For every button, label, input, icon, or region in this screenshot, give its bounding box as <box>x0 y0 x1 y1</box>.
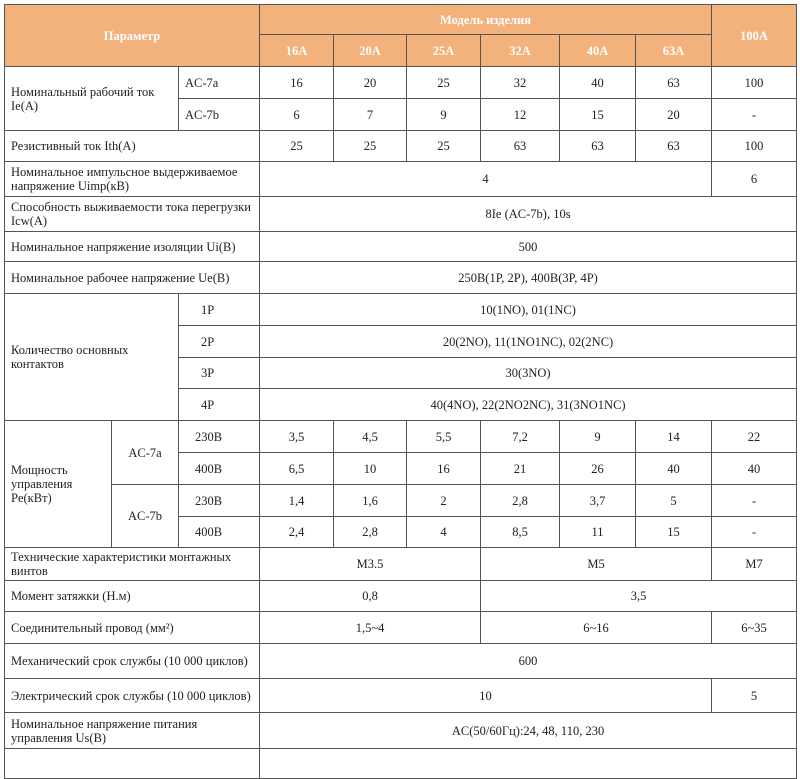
header-model-100a: 100A <box>712 5 797 67</box>
table-cell: 1,4 <box>260 485 334 517</box>
row-label-torque: Момент затяжки (Н.м) <box>5 581 260 612</box>
table-cell: 6~35 <box>712 612 797 644</box>
pole-label: 3P <box>179 358 260 389</box>
table-cell: AC(50/60Гц):24, 48, 110, 230 <box>260 713 797 749</box>
table-cell: - <box>712 485 797 517</box>
table-cell: 2,4 <box>260 517 334 548</box>
table-cell: 2,8 <box>481 485 560 517</box>
table-cell: 22 <box>712 421 797 453</box>
table-cell: 11 <box>560 517 636 548</box>
clipped-row <box>5 749 260 779</box>
table-cell: 10 <box>260 679 712 713</box>
table-cell: 21 <box>481 453 560 485</box>
table-cell: M7 <box>712 548 797 581</box>
table-cell: 5 <box>636 485 712 517</box>
table-cell: 25 <box>334 131 407 162</box>
table-cell: M5 <box>481 548 712 581</box>
table-cell: 250В(1P, 2P), 400В(3P, 4P) <box>260 262 797 294</box>
table-cell: 1,6 <box>334 485 407 517</box>
table-cell: 0,8 <box>260 581 481 612</box>
table-cell: 5,5 <box>407 421 481 453</box>
row-label-ue: Номинальное рабочее напряжение Ue(В) <box>5 262 260 294</box>
table-cell: 20(2NO), 11(1NO1NC), 02(2NC) <box>260 326 797 358</box>
table-cell: 600 <box>260 644 797 679</box>
table-cell: 6 <box>712 162 797 197</box>
table-cell: 10 <box>334 453 407 485</box>
table-cell: 8,5 <box>481 517 560 548</box>
header-model-20a: 20A <box>334 35 407 67</box>
voltage-label: 400В <box>179 517 260 548</box>
header-model-63a: 63A <box>636 35 712 67</box>
table-cell: 100 <box>712 67 797 99</box>
header-model: Модель изделия <box>260 5 712 35</box>
table-cell: 7,2 <box>481 421 560 453</box>
row-label-wire: Соединительный провод (мм²) <box>5 612 260 644</box>
table-cell: 63 <box>560 131 636 162</box>
table-cell: 15 <box>560 99 636 131</box>
table-cell: 3,5 <box>481 581 797 612</box>
table-cell: 6 <box>260 99 334 131</box>
table-cell: 9 <box>407 99 481 131</box>
table-cell: 9 <box>560 421 636 453</box>
table-cell: 12 <box>481 99 560 131</box>
table-cell: 20 <box>334 67 407 99</box>
table-cell: 500 <box>260 232 797 262</box>
pole-label: 2P <box>179 326 260 358</box>
table-cell: 16 <box>260 67 334 99</box>
table-cell: 40 <box>712 453 797 485</box>
table-cell: 6~16 <box>481 612 712 644</box>
row-label-elec: Электрический срок службы (10 000 циклов) <box>5 679 260 713</box>
table-cell: - <box>712 99 797 131</box>
pole-label: 1P <box>179 294 260 326</box>
table-cell: 7 <box>334 99 407 131</box>
table-cell: 40(4NO), 22(2NO2NC), 31(3NO1NC) <box>260 389 797 421</box>
table-cell: 3,7 <box>560 485 636 517</box>
table-cell: 10(1NO), 01(1NC) <box>260 294 797 326</box>
spec-table <box>4 4 797 779</box>
table-cell: 4 <box>407 517 481 548</box>
subrow-label: AC-7a <box>112 421 179 485</box>
row-label-ith: Резистивный ток Ith(A) <box>5 131 260 162</box>
table-cell: 6,5 <box>260 453 334 485</box>
subrow-label: AC-7b <box>179 99 260 131</box>
header-model-16a: 16A <box>260 35 334 67</box>
table-cell: 15 <box>636 517 712 548</box>
row-label-mech: Механический срок службы (10 000 циклов) <box>5 644 260 679</box>
row-label-us: Номинальное напряжение питания управления Us(В) <box>5 713 260 749</box>
table-cell: 2,8 <box>334 517 407 548</box>
table-cell: 4 <box>260 162 712 197</box>
table-cell: 25 <box>407 67 481 99</box>
table-cell: 63 <box>636 131 712 162</box>
voltage-label: 400В <box>179 453 260 485</box>
row-label-screws: Технические характеристики монтажных винтов <box>5 548 260 581</box>
header-param: Параметр <box>5 5 260 67</box>
table-cell: 3,5 <box>260 421 334 453</box>
table-cell: M3.5 <box>260 548 481 581</box>
table-cell: 16 <box>407 453 481 485</box>
table-cell: 100 <box>712 131 797 162</box>
subrow-label: AC-7b <box>112 485 179 548</box>
header-model-32a: 32A <box>481 35 560 67</box>
table-cell: 40 <box>560 67 636 99</box>
row-label-ie: Номинальный рабочий ток Ie(A) <box>5 67 179 131</box>
row-label-uimp: Номинальное импульсное выдерживаемое напряжение Uimp(кВ) <box>5 162 260 197</box>
row-label-contacts: Количество основных контактов <box>5 294 179 421</box>
table-cell: 63 <box>481 131 560 162</box>
table-cell: 5 <box>712 679 797 713</box>
subrow-label: AC-7a <box>179 67 260 99</box>
pole-label: 4P <box>179 389 260 421</box>
voltage-label: 230В <box>179 485 260 517</box>
header-model-25a: 25A <box>407 35 481 67</box>
table-cell: 25 <box>407 131 481 162</box>
table-cell: 4,5 <box>334 421 407 453</box>
row-label-icw: Способность выживаемости тока перегрузки Icw(A) <box>5 197 260 232</box>
table-cell: 32 <box>481 67 560 99</box>
row-label-ui: Номинальное напряжение изоляции Ui(В) <box>5 232 260 262</box>
table-cell: 40 <box>636 453 712 485</box>
table-cell: 2 <box>407 485 481 517</box>
table-cell: 8Ie (AC-7b), 10s <box>260 197 797 232</box>
table-cell: 25 <box>260 131 334 162</box>
table-cell: 1,5~4 <box>260 612 481 644</box>
table-cell: 20 <box>636 99 712 131</box>
row-label-pe: Мощность управления Pe(кВт) <box>5 421 112 548</box>
table-cell: - <box>712 517 797 548</box>
table-cell: 14 <box>636 421 712 453</box>
voltage-label: 230В <box>179 421 260 453</box>
table-cell: 26 <box>560 453 636 485</box>
table-cell: 63 <box>636 67 712 99</box>
table-cell: 30(3NO) <box>260 358 797 389</box>
header-model-40a: 40A <box>560 35 636 67</box>
clipped-row <box>260 749 797 779</box>
